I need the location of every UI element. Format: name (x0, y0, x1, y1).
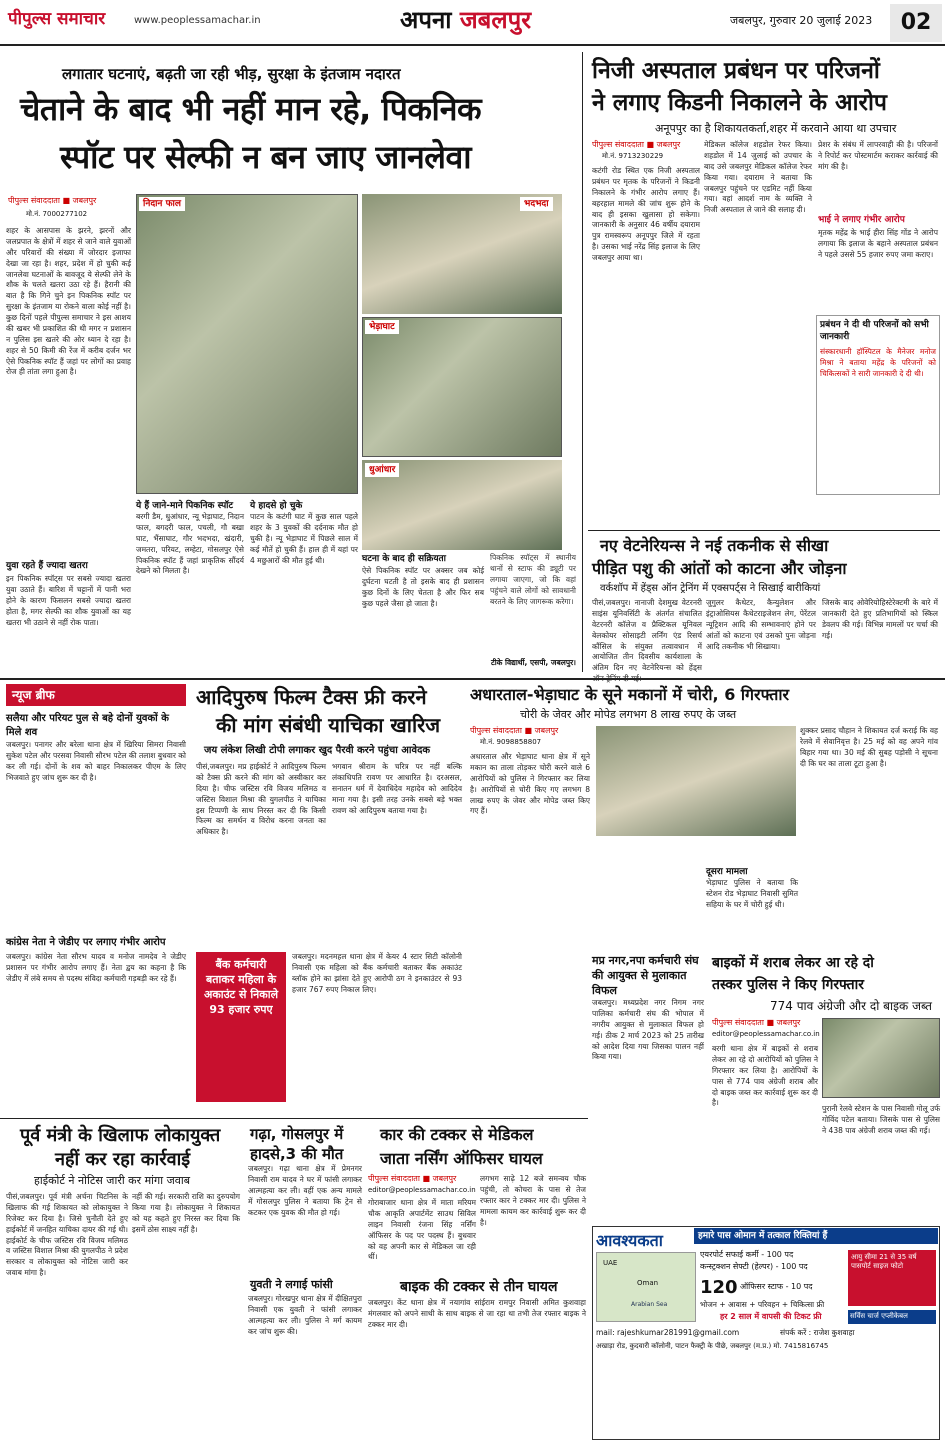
s1-subbody: इन पिकनिक स्पॉट्स पर सबसे ज्यादा खतरा युवा उठाते हैं। बारिश में चट्टानों में पानी भरा होने के कारण फिसलन सबसे ज्यादा खतरा होता है, मगर सेल्फी का शौक युवाओं का यह खतरा भी उठाने से नहीं रोक पाता। (6, 574, 131, 627)
ad-email[interactable]: mail: rajeshkumar281991@gmail.com (596, 1328, 740, 1337)
bhedaghat-photo (362, 317, 562, 457)
s1-box2-title: ये हादसे हो चुके (250, 501, 303, 511)
s3-deck: वर्कशॉप में हेंड्स ऑन ट्रेनिंग में एक्सपर्ट्स ने सिखाई बारीकियां (600, 583, 821, 594)
police-photo (822, 1018, 940, 1098)
s9-headline-1: गढ़ा, गोसलपुर में (250, 1125, 344, 1143)
ad-line-2: कन्स्ट्रक्शन सेफ्टी (हेल्पर) - 100 पद (700, 1262, 808, 1271)
s11-headline: बाइक की टक्कर से तीन घायल (400, 1279, 558, 1295)
s6-headline: मप्र नगर,नपा कर्मचारी संघ की आयुक्त से मुलाकात विफल (592, 954, 699, 997)
brief-head-1: सलैया और परियट पुल से बहे दोनों युवकों के मिले शव (6, 713, 169, 738)
ad-line-4: भोजन + आवास + परिवहन + चिकित्सा फ्री (700, 1300, 825, 1309)
s1-box4-sign: टीके विद्यार्थी, एसपी, जबलपुर। (490, 658, 576, 667)
jewelry-photo (596, 726, 796, 836)
photo-tag-bhedaghat: भेड़ाघाट (365, 320, 399, 334)
s4-headline-1: आदिपुरुष फिल्म टैक्स फ्री करने (196, 685, 427, 709)
ad-promo: हर 2 साल में वापसी की टिकट फ्री (720, 1312, 822, 1321)
s8-headline-2: नहीं कर रहा कार्रवाई (55, 1149, 191, 1170)
oman-map (596, 1252, 696, 1322)
s7-deck: 774 पाव अंग्रेजी और दो बाइक जब्त (770, 999, 932, 1013)
s2-subbody-1: मृतक महेंद्र के भाई हीरा सिंह गोंड ने आरोप लगाया कि इलाज के बहाने अस्पताल प्रबंधन ने पहले उससे 55 हजार रुपए जमा कराए। (818, 228, 938, 259)
s5-mobile: मो.नं. 9098858807 (480, 738, 542, 746)
s2-body-3: प्रेशर के संबंध में लापरवाही की है। परिजनों ने रिपोर्ट कर पोस्टमार्टम कराकर कार्रवाई की मांग की है। (818, 140, 938, 171)
s2-deck: अनूपपुर का है शिकायतकर्ता,शहर में करवाने आया था उपचार (655, 122, 897, 135)
s5-subbody: भेड़ाघाट पुलिस ने बताया कि स्टेशन रोड भेड़ाघाट निवासी सुमित सहिया के घर में चोरी हुई थी। (706, 878, 798, 909)
horizontal-rule (0, 678, 945, 680)
s1-box1-body: बरगी डैम, धुआंधार, न्यू भेड़ाघाट, निदान फाल, बगदरी फाल, पचली, गौ बखा घाट, भैंसाघाट, गौर भदभदा, खंदारी, जमतरा, परियट, लम्हेटा, गोसलपुर ऐसे पिकनिक स्पॉट हैं जहां प्राकृतिक सौंदर्य देखने को मिलता है। (136, 512, 244, 576)
section-title (400, 4, 531, 36)
s5-body: अधारताल और भेड़ाघाट थाना क्षेत्र में सूने मकान का ताला तोड़कर चोरी करने वाले 6 आरोपियों को पुलिस ने गिरफ्तार कर लिया है। आरोपियों से चोरी किए गए लगभग 8 लाख रुपए के जेवर और मोपेड जब्त किए गए हैं। (470, 752, 590, 816)
s11-body: जबलपुर। केंट थाना क्षेत्र में नयागांव सांईराम रामपुर निवासी अमित कुशवाहा मंगलवार को अपने साथी के साथ बाइक से जा रहा था तभी तेज रफ्तार बाइक ने टक्कर मार दी। (368, 1298, 586, 1329)
s7-byline: पीपुल्स संवाददाता ■ जबलपुर (712, 1018, 801, 1027)
s10-headline-1: कार की टक्कर से मेडिकल (380, 1125, 534, 1144)
photo-tag-dhuandhar: धुआंधार (365, 463, 399, 477)
s10-email[interactable]: editor@peoplessamachar.co.in (368, 1186, 476, 1194)
s2-byline: पीपुल्स संवाददाता ■ जबलपुर (592, 140, 681, 149)
s9-subbody: जबलपुर। गोरखपुर थाना क्षेत्र में दीक्षितपुरा निवासी एक युवती ने फांसी लगाकर आत्महत्या कर ली। पुलिस ने मर्ग कायम कर जांच शुरू की। (248, 1294, 362, 1336)
s10-body: गोराबाजार थाना क्षेत्र में माता मरियम चौक आकृति अपार्टमेंट साउथ सिविल लाइन निवासी रंजना सिंह नर्सिंग ऑफिसर के पद पर पदस्थ हैं। बुधवार को वह अपनी कार से मेडिकल जा रही थीं। (368, 1198, 476, 1262)
brief-head-2: कांग्रेस नेता ने जेडीए पर लगाए गंभीर आरोप (6, 937, 166, 948)
s8-body: पीसं,जबलपुर। पूर्व मंत्री अर्चना चिटनिस के खिलाफ की गई शिकायत को लोकायुक्त ने रिजेक्ट कर दिया है। जिसे चुनौती देते हुए हाईकोर्ट में जनहित याचिका दायर की गई थी। हाईकोर्ट के चीफ जस्टिस रवि विजय मलिमठ व जस्टिस विशाल मिश्रा की युगलपीठ ने प्रदेश सरकार व लोकायुक्त को नोटिस जारी कर जवाब मांगा है। (6, 1192, 128, 1278)
s8-deck: हाईकोर्ट ने नोटिस जारी कर मांगा जवाब (34, 1174, 190, 1187)
s2-headline-2: ने लगाए किडनी निकालने के आरोप (592, 90, 887, 116)
s2-subhead-2: प्रबंधन ने दी थी परिजनों को सभी जानकारी (820, 320, 929, 343)
s1-box4-body: पिकनिक स्पॉट्स में स्थानीय थानों से स्टाफ की ड्यूटी पर लगाया जाएगा, जो कि वहां पहुंचने वाले लोगों को सावधानी बरतने के लिए जागरूक करेगा। (490, 553, 576, 606)
s4-body: पीसं,जबलपुर। मप्र हाईकोर्ट ने आदिपुरुष फिल्म को टैक्स फ्री करने की मांग को अस्वीकार कर दिया है। चीफ जस्टिस रवि विजय मलिमठ व जस्टिस विशाल मिश्रा की युगलपीठ ने याचिका इस टिप्पणी के साथ निरस्त कर दी कि किसी फिल्म का समर्थन व विरोध करना जनता का अधिकार है। (196, 762, 326, 837)
ad-address: अखाड़ा रोड, कुदवारी कॉलोनी, पाटन फैक्ट्री के पीछे, जबलपुर (म.प्र.) मो. 7415816745 (596, 1342, 829, 1350)
s9-subhead: युवती ने लगाई फांसी (250, 1278, 333, 1291)
website-url[interactable]: www.peoplessamachar.in (134, 15, 261, 26)
s1-headline-2: स्पॉट पर सेल्फी न बन जाए जानलेवा (60, 138, 472, 176)
photo-tag-nidan: निदान फाल (139, 197, 185, 211)
s1-body: शहर के आसपास के झरने, झरनों और जलप्रपात के क्षेत्रों में शहर से जाने वाले युवाओं और परिवारों की संख्या में जोरदार इजाफा देखा जा रहा है। शहर, प्रदेश में हो चुकी कई जानलेवा घटनाओं के बावजूद ये सेल्फी लेने के शौक के चलते खतरा उठा रहे हैं। हैरानी की बात है कि गिने चुने इन पिकनिक स्पॉट पर सुरक्षा के इंतजाम या रोकने वाला कोई नहीं है। कुछ दिनों पहले पीपुल्स समाचार ने इस आशय की खबर भी प्रकाशित की थी मगर न प्रशासन न पुलिस इस खतरे की ओर ध्यान दे रहा है। शहर से 50 किमी की रेंज में करीब दर्जन भर ऐसे पिकनिक स्पॉट हैं जहां पर लोगों का प्रवाह रोज ही तांता लगा हुआ है। (6, 226, 131, 377)
s7-headline-2: तस्कर पुलिस ने किए गिरफ्तार (712, 977, 864, 993)
ad-right-1: आयु सीमा 21 से 35 वर्ष (851, 1253, 917, 1261)
ad-number: 120 (700, 1277, 738, 1298)
s5-headline: अधारताल-भेड़ाघाट के सूने मकानों में चोरी, 6 गिरफ्तार (470, 685, 790, 704)
ad-eligibility (848, 1250, 936, 1306)
s1-box3-title: घटना के बाद ही सक्रियता (362, 554, 446, 564)
s8-body-2: नहीं की गई। सरकारी राशि का दुरुपयोग किया गया है। लोकायुक्त ने शिकायत को यह कहते हुए निरस्त कर दिया कि इसमें ठोस साक्ष्य नहीं है। (132, 1192, 240, 1234)
s2-subbody-2: संस्कारधानी हॉस्पिटल के मैनेजर मनोज मिश्रा ने बताया महेंद्र के परिजनों को चिकित्सकों ने सारी जानकारी दे दी थी। (820, 347, 936, 379)
s3-headline-1: नए वेटनेरियन्स ने नई तकनीक से सीखा (600, 536, 829, 555)
s1-box1-title: ये हैं जाने-माने पिकनिक स्पॉट (136, 501, 234, 511)
s5-deck: चोरी के जेवर और मोपेड लगभग 8 लाख रुपए के जब्त (520, 708, 737, 721)
s7-body: बरगी थाना क्षेत्र में बाइकों से शराब लेकर आ रहे दो आरोपियों को पुलिस ने गिरफ्तार कर लिया है। आरोपियों के पास से 774 पाव अंग्रेजी शराब और दो बाइक जब्त कर कार्रवाई शुरू कर दी है। (712, 1044, 818, 1108)
s4-body-2: भगवान श्रीराम के चरित्र पर नहीं बल्कि लंकाधिपति रावण पर आधारित है। दरअसल, सनातन धर्म में देवाधिदेव महादेव को आदिदेव माना गया है। इसी तरह उनके सबसे बड़े भक्त रावण को आदिपुरुष बताया गया है। (332, 762, 462, 815)
section-apna: अपना (400, 6, 452, 34)
s2-body: कटंगी रोड स्थित एक निजी अस्पताल प्रबंधन पर मृतक के परिजनों ने किडनी निकालने के गंभीर आरोप लगाए हैं। बहरहाल मामले की जांच शुरू होने के बाद ही इसका खुलासा हो सकेगा। जानकारी के अनुसार 46 वर्षीय दयाराम पुत्र रामस्वरूप अनूपपुर जिले में रहता है। उसका भाई नरेंद्र सिंह इलाज के लिए जबलपुर आया था। (592, 166, 700, 262)
s2-callout (816, 315, 940, 495)
s10-headline-2: जाता नर्सिंग ऑफिसर घायल (380, 1149, 543, 1168)
s10-byline: पीपुल्स संवाददाता ■ जबलपुर (368, 1174, 457, 1183)
ad-subtitle: हमारे पास ओमान में तत्काल रिक्तियां हैं (694, 1228, 938, 1244)
s7-email[interactable]: editor@peoplessamachar.co.in (712, 1030, 820, 1038)
bhadbhada-photo (362, 194, 562, 314)
newspaper-logo: पीपुल्स समाचार (8, 9, 106, 29)
s3-body-2: जुगुलर कैथेटर, कैन्युलेशन और इंट्राओसियस कैथेटराइजेशन लेग, पेरेंटल न्यूट्रिशन आदि की सम्भावनाएं होने पर आंतों को काटना एवं उसको पुनः जोड़ना आदि तकनीक भी सिखाया। (706, 598, 816, 651)
brief-body-2: जबलपुर। कांग्रेस नेता सौरभ यादव व मनोज नामदेव ने जेडीए प्रशासन पर गंभीर आरोप लगाए हैं। नेता द्वय का कहना है कि जेडीए में लंबे समय से पदस्थ संविदा कर्मचारी गड़बड़ी कर रहे हैं। (6, 952, 186, 983)
s9-headline-2: हादसे,3 की मौत (250, 1145, 344, 1163)
s2-headline-1: निजी अस्पताल प्रबंधन पर परिजनों (592, 58, 880, 84)
ad-right-3: सर्विस चार्ज एप्लीकेबल (848, 1310, 936, 1324)
section-city: जबलपुर (459, 6, 532, 34)
ad-contact: संपर्क करें : राजेश कुशवाहा (780, 1328, 855, 1337)
s9-body: जबलपुर। गढ़ा थाना क्षेत्र में प्रेमनगर निवासी राम यादव ने घर में फांसी लगाकर आत्महत्या कर ली। वहीं एक अन्य मामले में गोसलपुर पुलिस ने बताया कि ट्रेन से कटकर एक युवक की मौत हो गई। (248, 1164, 362, 1217)
s1-box3-body: ऐसे पिकनिक स्पॉट पर अक्सर जब कोई दुर्घटना घटती है तो इसके बाद ही प्रशासन कुछ दिनों के लिए चेतता है और फिर सब कुछ पहले जैसा हो जाता है। (362, 566, 484, 608)
map-oman-label: Oman (637, 1279, 659, 1287)
s2-mobile: मो.नं. 9713230229 (602, 152, 664, 160)
s4-bank-body: जबलपुर। मदनमहल थाना क्षेत्र में केयर 4 स्टार सिटी कॉलोनी निवासी एक महिला को बैंक कर्मचारी बताकर बैंक अकाउंट ब्लॉक होने का झांसा देते हुए आरोपी ठग ने इनकाउंटर से 93 हजार 767 रुपए निकाल लिए। (292, 952, 462, 994)
s1-kicker: लगातार घटनाएं, बढ़ती जा रही भीड़, सुरक्षा के इंतजाम नदारत (62, 65, 401, 83)
s7-body-2: पुरानी रेलवे स्टेशन के पास निवासी गोलू उर्फ गोविंद पटेल बताया। जिसके पास से पुलिस ने 438 पाव अंग्रेजी शराब जब्त की गई। (822, 1104, 940, 1135)
ad-right-2: पासपोर्ट साइज फोटो (851, 1262, 904, 1271)
s10-body-2: लगभग साढ़े 12 बजे समन्वय चौक पहुंची, तो कोचरा के पास से तेज रफ्तार कार ने टक्कर मार दी। पुलिस ने मामला कायम कर कार्रवाई शुरू कर दी है। (480, 1174, 586, 1227)
s1-subhead: युवा रहते हैं ज्यादा खतरा (6, 561, 88, 571)
map-sea-label: Arabian Sea (631, 1301, 668, 1308)
s8-headline-1: पूर्व मंत्री के खिलाफ लोकायुक्त (20, 1125, 221, 1146)
s3-body: पीसं,जबलपुर। नानाजी देशमुख वेटरनरी साइंस यूनिवर्सिटी के अंतर्गत संचालित वेटरनरी कॉलेज व प्रैक्टिकल यूनिवल बेलकोयर सोसाइटी लर्निंग एंड रिसर्च कौंसिल के संयुक्त तत्वावधान में आयोजित तीन दिवसीय कार्यशाला के अंतिम दिन नए वेटनेरियन्स को हेंड्स (592, 598, 702, 673)
ad-line-1: एयरपोर्ट सफाई कर्मी - 100 पद (700, 1250, 794, 1259)
s1-byline: पीपुल्स संवाददाता ■ जबलपुर (8, 196, 97, 205)
s1-mobile: मो.नं. 7000277102 (26, 210, 88, 218)
s1-box2-body: पाटन के कटंगी घाट में कुछ साल पहले शहर के 3 युवकों की दर्दनाक मौत हो चुकी है। न्यू भेड़ाघाट में पिछले साल में कई मौतें हो चुकी हैं। हाल ही में यहां पर 4 मछुआरों की मौत हुई थी। (250, 512, 358, 565)
divider (0, 1118, 588, 1119)
column-divider (582, 52, 583, 672)
brief-banner: न्यूज ब्रीफ (6, 684, 186, 706)
s3-headline-2: पीड़ित पशु की आंतों को काटना और जोड़ना (592, 559, 847, 578)
ad-title: आवश्यकता (596, 1231, 663, 1250)
s5-byline: पीपुल्स संवाददाता ■ जबलपुर (470, 726, 559, 735)
issue-date: जबलपुर, गुरुवार 20 जुलाई 2023 (730, 14, 873, 27)
s5-subhead: दूसरा मामला (706, 867, 748, 877)
brief-body-1: जबलपुर। पनागर और बरेला थाना क्षेत्र में खिरिया सिमरा निवासी सुकेश पटेल और परसवा निवासी सौरभ पटेल की तलाश बुधवार को कर ली गई। दोनों के शव को बाहर निकालकर पीएम के लिए भिजवाते हुए जांच शुरू कर दी है। (6, 740, 186, 782)
waterfall-photo (136, 194, 358, 494)
s4-headline-2: की मांग संबंधी याचिका खारिज (216, 713, 441, 737)
s4-deck: जय लंकेश लिखी टोपी लगाकर खुद पैरवी करने पहुंचा आवेदक (204, 745, 431, 756)
s2-subhead-1: भाई ने लगाए गंभीर आरोप (818, 215, 905, 225)
divider (588, 530, 940, 531)
photo-tag-bhadbhada: भदभदा (520, 197, 553, 211)
s4-bank-box: बैंक कर्मचारी बताकर महिला के अकाउंट से निकाले 93 हजार रुपए (196, 952, 286, 1102)
s2-body-2: मेडिकल कॉलेज शहडोल रेफर किया। शहडोल में 14 जुलाई को उपचार के बाद उसे जबलपुर मेडिकल कॉलेज रेफर किया गया। दयाराम ने बताया कि जबलपुर पहुंचने पर एडमिट नहीं किया गया। वहां आदर्श नाम के व्यक्ति ने निजी अस्पताल ले जाने की सलाह दी। (704, 140, 812, 215)
s7-headline-1: बाइकों में शराब लेकर आ रहे दो (712, 955, 874, 971)
s1-headline-1: चेताने के बाद भी नहीं मान रहे, पिकनिक (20, 90, 482, 128)
s5-body-2: शुक्कर प्रसाद चौहान ने शिकायत दर्ज कराई कि वह रेलवे में सेवानिवृत्त है। 25 मई को वह अपने गांव बिहार गया था। 30 मई की सुबह पड़ोसी ने सूचना दी कि घर का ताला टूटा हुआ है। (800, 726, 938, 768)
s6-body: जबलपुर। मध्यप्रदेश नगर निगम नगर पालिका कर्मचारी संघ की भोपाल में नगरीय आयुक्त से मुलाकात विफल हो गई। ठीक 2 मार्च 2023 को 25 तारीख को आदेश दिया गया जिसका पालन नहीं किया गया। (592, 998, 704, 1062)
ad-line-3: ऑफिसर स्टाफ - 10 पद (740, 1282, 813, 1291)
page-number: 02 (890, 4, 942, 42)
map-uae-label: UAE (603, 1259, 618, 1267)
s3-body-3: जिसके बाद ओवेरियोहिस्टेरेक्टमी के बारे में जानकारी देते हुए प्रतिभागियों को स्किल डेवलप की गई। विभिन्न मामलों पर चर्चा की गई। (822, 598, 938, 640)
